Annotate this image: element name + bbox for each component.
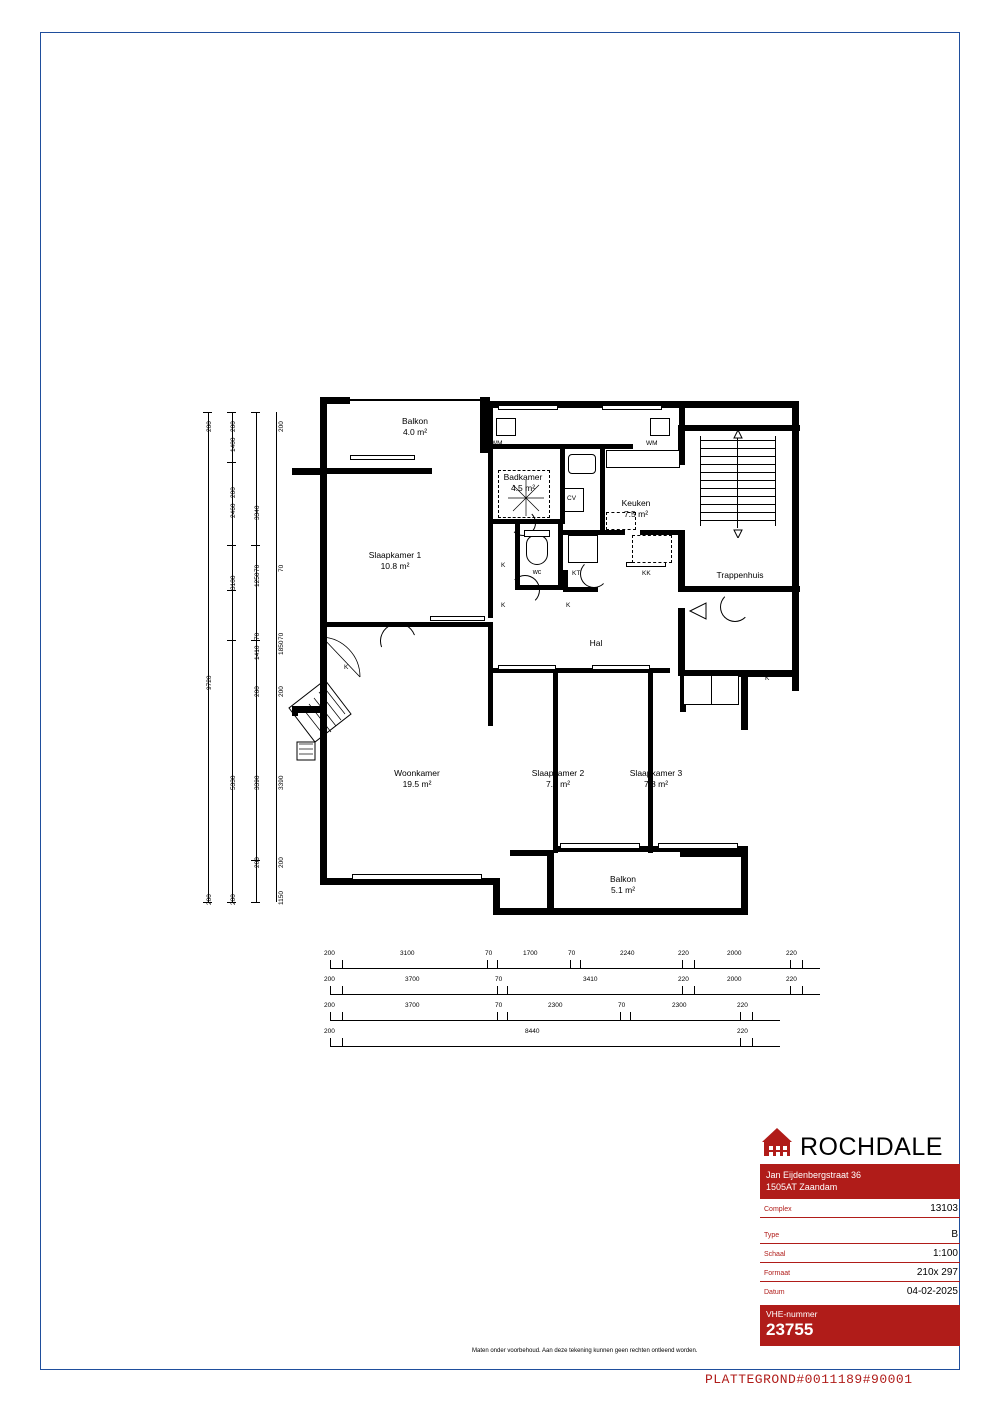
wall	[320, 397, 350, 404]
wall	[792, 435, 799, 685]
wall	[327, 468, 427, 474]
room-name: wc	[532, 569, 542, 576]
window	[430, 616, 485, 621]
dim-h-1-3: 3410	[583, 976, 598, 983]
toilet	[526, 535, 548, 565]
titleblock-row-complex	[760, 1199, 960, 1218]
room-name: Slaapkamer 1	[368, 550, 422, 560]
footer-code: PLATTEGROND#0011189#90001	[705, 1372, 913, 1387]
room-area: 5.1 m²	[610, 885, 636, 896]
row-key: Datum	[764, 1289, 785, 1297]
room-name: Badkamer	[503, 472, 543, 482]
title-block	[760, 1120, 960, 1346]
room-label-trappenhuis	[692, 570, 788, 581]
room-label-badkamer	[480, 472, 566, 495]
room-area: 4.5 m²	[510, 483, 536, 494]
dim-v-small: 70	[278, 632, 285, 640]
label-k-1: K	[501, 562, 506, 569]
balcony-rail	[348, 399, 482, 401]
dim-h-1-6: 220	[786, 976, 797, 983]
wall	[600, 449, 605, 535]
dim-v-a-3: 1410	[254, 645, 261, 660]
dim-v-small: 200	[278, 686, 285, 697]
dim-h-2-1: 3700	[405, 1002, 420, 1009]
dim-h-1-0: 200	[324, 976, 335, 983]
stair-arrow-line	[737, 438, 738, 528]
disclaimer-text: Maten onder voorbehoud. Aan deze tekening kunnen geen rechten ontleend worden.	[472, 1348, 698, 1354]
room-label-slaapkamer-2	[510, 768, 606, 791]
row-key: Type	[764, 1232, 780, 1240]
vhe-number: 23755	[766, 1320, 814, 1340]
dim-h-0-3: 1700	[523, 950, 538, 957]
window	[350, 455, 415, 460]
room-area: 7.5 m²	[623, 509, 649, 520]
room-name: Slaapkamer 3	[629, 768, 683, 778]
room-label-balkon-1	[370, 416, 460, 439]
titleblock-row-type	[760, 1225, 960, 1244]
dim-v-c-1: 5330	[230, 775, 237, 790]
dim-h-2-2: 70	[495, 1002, 503, 1009]
wall	[547, 850, 554, 915]
dim-v-small: 200	[206, 894, 213, 905]
dim-h-2-0: 200	[324, 1002, 335, 1009]
room-label-woonkamer	[358, 768, 476, 791]
room-name: Woonkamer	[394, 768, 440, 778]
room-label-hal	[576, 638, 616, 649]
window	[602, 405, 662, 410]
dim-h-0-0: 200	[324, 950, 335, 957]
room-area: 19.5 m²	[402, 779, 432, 790]
wall	[678, 530, 685, 590]
washing-machine-right	[650, 418, 670, 436]
stair-landing-line	[700, 436, 701, 526]
dim-h-0-2: 70	[485, 950, 493, 957]
stair-landing-line	[775, 436, 776, 526]
wall	[292, 468, 327, 475]
room-name: Slaapkamer 2	[531, 768, 585, 778]
window	[352, 874, 482, 880]
exterior-stair	[285, 680, 355, 770]
label-wm-right: WM	[646, 440, 658, 447]
dim-v-b-3: 1150	[278, 891, 285, 905]
dim-total-vertical: 9720	[206, 675, 213, 690]
room-label-balkon-2	[578, 874, 668, 897]
label-k-4: K	[765, 675, 770, 682]
dim-h-3-0: 200	[324, 1028, 335, 1035]
dim-h-2-5: 2300	[672, 1002, 687, 1009]
dim-v-small: 200	[278, 857, 285, 868]
room-area: 7.8 m²	[643, 779, 669, 790]
dim-v-small: 70	[254, 564, 261, 572]
room-name: Hal	[589, 638, 603, 648]
rochdale-logo-icon	[760, 1126, 794, 1160]
door-swing-balcony	[320, 635, 366, 681]
dim-h-1-2: 70	[495, 976, 503, 983]
address-line-2: 1505AT Zaandam	[766, 1182, 838, 1193]
meter-cupboard-kt	[568, 535, 598, 563]
label-wm-left: WM	[491, 440, 503, 447]
meter-cupboard-kk	[632, 535, 672, 563]
room-label-keuken	[598, 498, 674, 521]
dim-h-2-6: 220	[737, 1002, 748, 1009]
row-value: 13103	[930, 1203, 958, 1215]
vhe-block	[760, 1305, 960, 1346]
room-name: Keuken	[621, 498, 651, 508]
stair-arrow-down-icon	[733, 526, 743, 538]
dim-v-small: 70	[254, 632, 261, 640]
room-area: 7.8 m²	[545, 779, 571, 790]
wall	[488, 666, 493, 726]
dim-v-small: 200	[206, 421, 213, 432]
address-block	[760, 1164, 960, 1199]
wall	[440, 622, 492, 627]
row-key: Complex	[764, 1206, 792, 1214]
dim-h-3-1: 8440	[525, 1028, 540, 1035]
titleblock-row-schaal	[760, 1244, 960, 1263]
label-k-5: K	[344, 664, 349, 671]
titleblock-row-formaat	[760, 1263, 960, 1282]
wall	[741, 670, 748, 730]
row-value: 210x 297	[916, 1267, 958, 1279]
wall	[678, 586, 800, 592]
wall	[488, 408, 493, 468]
room-label-slaapkamer-1	[340, 550, 450, 573]
dim-v-b-0: 3340	[254, 505, 261, 520]
dim-v-small: 200	[254, 857, 261, 868]
dim-v-small: 200	[254, 686, 261, 697]
stair-arrow-up-icon	[733, 430, 743, 442]
window	[592, 665, 650, 670]
dim-h-0-4: 70	[568, 950, 576, 957]
toilet-cistern	[524, 530, 550, 537]
dim-v-a-1: 2460	[230, 503, 237, 518]
door-swing	[580, 560, 608, 588]
dim-h-1-1: 3700	[405, 976, 420, 983]
dim-v-c-0: 3100	[230, 575, 237, 590]
dim-v-small: 200	[230, 487, 237, 498]
door-swing	[720, 592, 750, 622]
window	[498, 405, 558, 410]
wall	[741, 850, 748, 915]
dim-h-1-4: 220	[678, 976, 689, 983]
row-value: B	[951, 1229, 958, 1241]
kitchen-counter	[606, 450, 680, 468]
row-value: 04-02-2025	[906, 1286, 958, 1298]
dim-v-small: 70	[278, 564, 285, 572]
room-area: 4.0 m²	[402, 427, 428, 438]
washbasin	[568, 454, 596, 474]
wall	[493, 908, 553, 915]
room-label-slaapkamer-3	[608, 768, 704, 791]
window	[560, 843, 640, 849]
dim-v-a-2: 1250	[254, 572, 261, 587]
dim-v-small: 200	[230, 421, 237, 432]
row-key: Schaal	[764, 1251, 786, 1259]
dim-h-0-7: 2000	[727, 950, 742, 957]
room-name: Balkon	[402, 416, 428, 426]
dim-h-3-2: 220	[737, 1028, 748, 1035]
dim-h-1-5: 2000	[727, 976, 742, 983]
floor-plan	[180, 380, 840, 940]
wall	[678, 608, 685, 676]
row-value: 1:100	[932, 1248, 958, 1260]
wall	[553, 908, 748, 915]
label-kk: KK	[642, 570, 651, 577]
dim-v-small: 200	[278, 421, 285, 432]
wall	[488, 622, 493, 666]
dim-v-a-4: 3390	[278, 775, 285, 790]
brand-row	[760, 1120, 960, 1160]
dim-h-0-1: 3100	[400, 950, 415, 957]
wall	[605, 530, 625, 535]
dim-h-2-4: 70	[618, 1002, 626, 1009]
door-swing	[510, 575, 540, 605]
dim-h-0-5: 2240	[620, 950, 635, 957]
wall	[648, 668, 653, 853]
label-cv: CV	[567, 495, 577, 502]
vhe-label: VHE-nummer	[766, 1309, 818, 1320]
window	[498, 665, 556, 670]
entrance-marker	[688, 602, 708, 620]
room-label-wc	[519, 568, 555, 577]
storage-divider	[711, 675, 712, 705]
dim-h-2-3: 2300	[548, 1002, 563, 1009]
washing-machine-left	[496, 418, 516, 436]
room-name: Trappenhuis	[716, 570, 764, 580]
dim-h-0-8: 220	[786, 950, 797, 957]
dim-h-0-6: 220	[678, 950, 689, 957]
label-k-2: K	[501, 602, 506, 609]
titleblock-row-datum	[760, 1282, 960, 1300]
label-k-3: K	[566, 602, 571, 609]
dim-v-small: 200	[230, 894, 237, 905]
address-line-1: Jan Eijdenbergstraat 36	[766, 1170, 862, 1180]
brand-name: ROCHDALE	[800, 1133, 943, 1161]
room-area: 10.8 m²	[380, 561, 410, 572]
dim-v-a-0: 1400	[230, 437, 237, 452]
wall	[510, 850, 554, 856]
wall	[427, 468, 432, 474]
room-name: Balkon	[610, 874, 636, 884]
row-key: Formaat	[764, 1270, 791, 1278]
dim-v-b-1: 1850	[278, 640, 285, 655]
window	[658, 843, 738, 849]
dim-v-b-2: 3390	[254, 775, 261, 790]
label-kt: KT	[572, 570, 581, 577]
wall	[553, 668, 558, 853]
